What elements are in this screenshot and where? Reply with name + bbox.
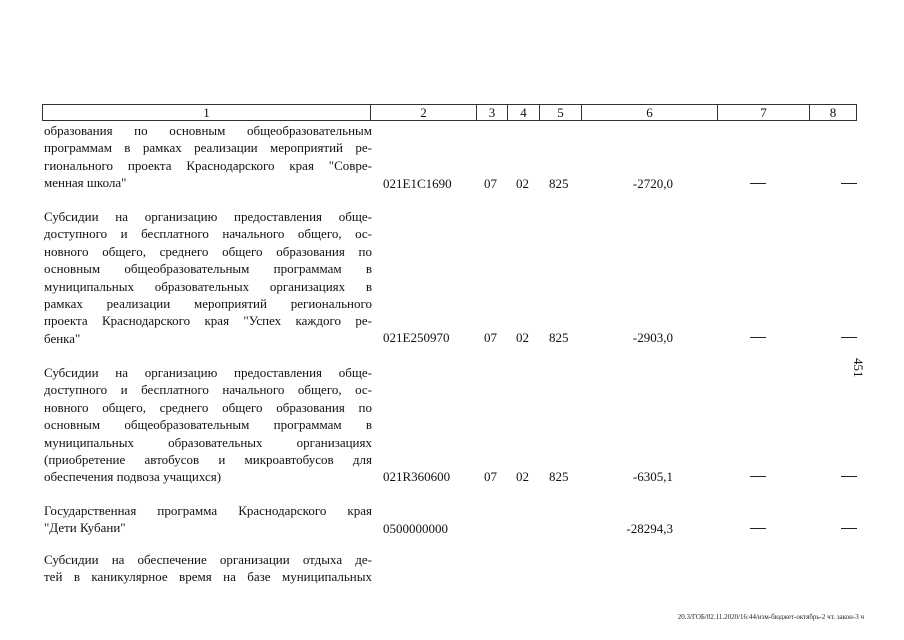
desc-line: гионального проекта Краснодарского края "Совре- bbox=[44, 157, 372, 173]
admin-code: 825 bbox=[549, 176, 569, 191]
header-col-4: 4 bbox=[508, 105, 540, 120]
desc-line: Субсидии на организацию предоставления обще- bbox=[44, 209, 372, 224]
empty-dash bbox=[750, 337, 766, 338]
header-col-3: 3 bbox=[477, 105, 508, 120]
desc-line: тей в каникулярное время на базе муниципальных bbox=[44, 569, 372, 585]
desc-line: новного общего, среднего общего образования по bbox=[44, 243, 372, 259]
empty-dash bbox=[750, 528, 766, 529]
empty-dash bbox=[841, 528, 857, 529]
subsection-code: 02 bbox=[516, 176, 529, 191]
desc-line: муниципальных образовательных организациях bbox=[44, 434, 372, 450]
target-code: 021E250970 bbox=[383, 330, 450, 345]
admin-code: 825 bbox=[549, 330, 569, 345]
header-col-7: 7 bbox=[718, 105, 810, 120]
section-code: 07 bbox=[484, 469, 497, 484]
section-code: 07 bbox=[484, 330, 497, 345]
footer-note: 20.3/ГОБ/02.11.2020/16:44/изм-бюджет-октябрь-2 чт. закон-3 ч bbox=[677, 613, 864, 621]
row-description bbox=[44, 502, 372, 537]
target-code: 021E1C1690 bbox=[383, 176, 452, 191]
target-code: 0500000000 bbox=[383, 521, 448, 536]
desc-line: Субсидии на организацию предоставления обще- bbox=[44, 365, 372, 380]
desc-line: менная школа" bbox=[44, 175, 127, 191]
desc-line: "Дети Кубани" bbox=[44, 520, 126, 536]
desc-line: Субсидии на обеспечение организации отдыха де- bbox=[44, 552, 372, 567]
header-col-1: 1 bbox=[43, 105, 371, 120]
row-description bbox=[44, 208, 372, 347]
amount: -28294,3 bbox=[626, 521, 673, 536]
desc-line: доступного и бесплатного начального общего, ос- bbox=[44, 226, 372, 242]
desc-line: доступного и бесплатного начального общего, ос- bbox=[44, 382, 372, 398]
empty-dash bbox=[750, 183, 766, 184]
empty-dash bbox=[841, 476, 857, 477]
desc-line: проекта Краснодарского края "Успех каждого ре- bbox=[44, 313, 372, 329]
target-code: 021R360600 bbox=[383, 469, 451, 484]
desc-line: программам в рамках реализации мероприятий ре- bbox=[44, 140, 372, 156]
header-col-5: 5 bbox=[540, 105, 582, 120]
subsection-code: 02 bbox=[516, 330, 529, 345]
desc-line: Государственная программа Краснодарского края bbox=[44, 503, 372, 518]
desc-line: (приобретение автобусов и микроавтобусов для bbox=[44, 452, 372, 468]
amount: -2720,0 bbox=[632, 176, 673, 191]
desc-line: новного общего, среднего общего образования по bbox=[44, 399, 372, 415]
desc-line: обеспечения подвоза учащихся) bbox=[44, 469, 222, 485]
subsection-code: 02 bbox=[516, 469, 529, 484]
amount: -2903,0 bbox=[632, 330, 673, 345]
header-col-2: 2 bbox=[371, 105, 477, 120]
header-col-6: 6 bbox=[582, 105, 718, 120]
desc-line: муниципальных образовательных организациях в bbox=[44, 278, 372, 294]
row-description bbox=[44, 364, 372, 486]
empty-dash bbox=[841, 183, 857, 184]
row-description bbox=[44, 122, 372, 192]
desc-line: бенка" bbox=[44, 330, 81, 346]
empty-dash bbox=[750, 476, 766, 477]
row-description bbox=[44, 551, 372, 586]
page-number: 451 bbox=[851, 358, 866, 378]
amount: -6305,1 bbox=[632, 469, 673, 484]
table-header bbox=[42, 104, 857, 121]
desc-line: образования по основным общеобразовательным bbox=[44, 123, 372, 138]
admin-code: 825 bbox=[549, 469, 569, 484]
desc-line: рамках реализации мероприятий регионального bbox=[44, 296, 372, 312]
desc-line: основным общеобразовательным программам в bbox=[44, 261, 372, 277]
header-col-8: 8 bbox=[829, 105, 837, 120]
desc-line: основным общеобразовательным программам в bbox=[44, 417, 372, 433]
section-code: 07 bbox=[484, 176, 497, 191]
empty-dash bbox=[841, 337, 857, 338]
